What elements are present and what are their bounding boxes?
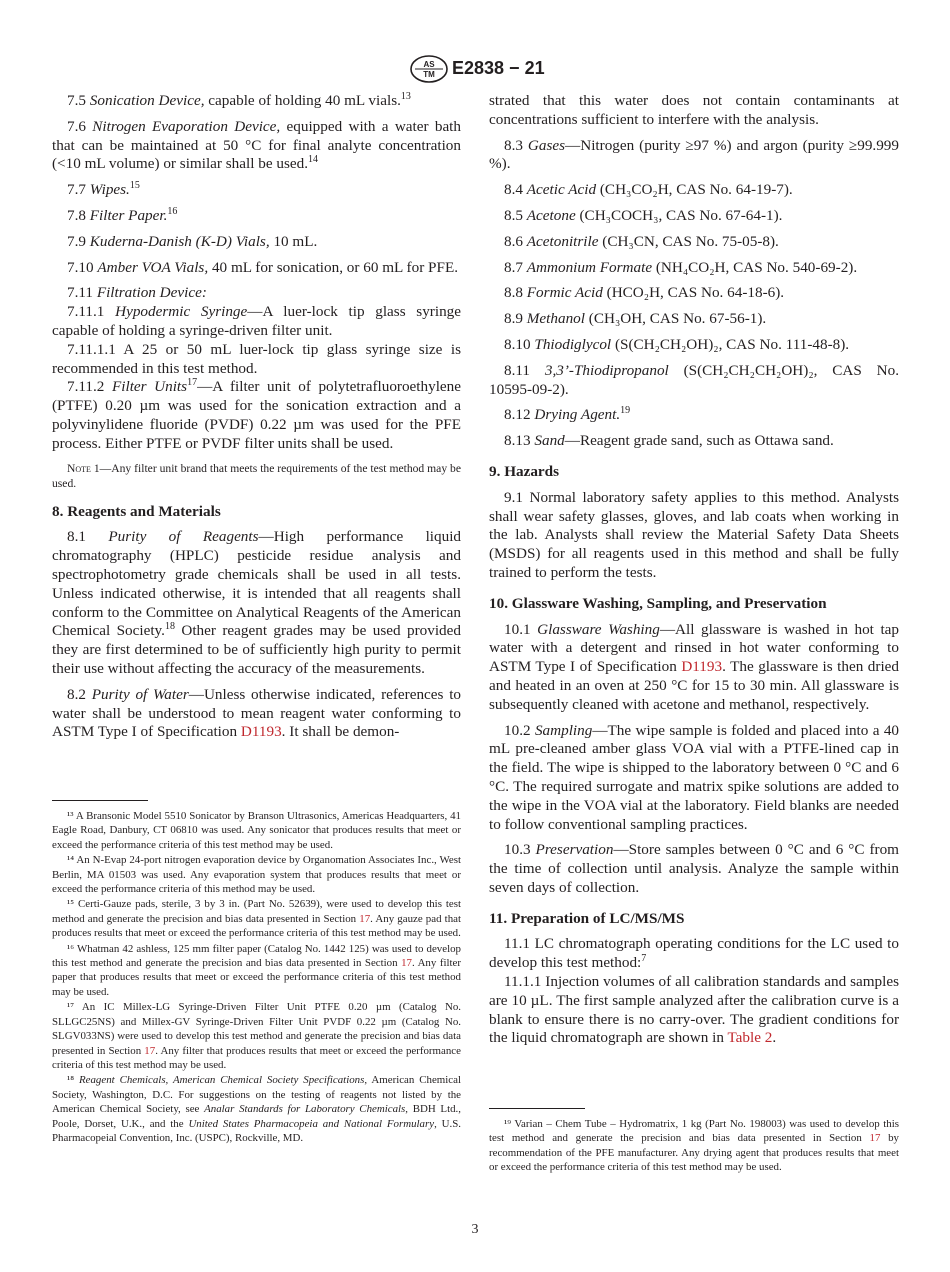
para-8-2-continued: strated that this water does not contain contaminants at concentrations sufficient to interfere with the analysis. (489, 92, 899, 128)
section-9-heading: 9. Hazards (489, 462, 560, 480)
link-section-17[interactable]: 17 (869, 1132, 881, 1145)
para-8-7: 8.7 Ammonium Formate (NH₄CO₂H, CAS No. 540-69-2). (504, 258, 858, 276)
svg-text:TM: TM (423, 70, 435, 79)
document-id: E2838 − 21 (452, 58, 545, 78)
para-11-1-1: 11.1.1 Injection volumes of all calibration standards and samples are 10 µL. The first sample analyzed after the calibration curve is a blank to ensure there is no carry-over. The gradient conditions for the liquid chromatograph are shown in Table 2. (489, 973, 899, 1047)
para-7-10: 7.10 Amber VOA Vials, 40 mL for sonication, or 60 mL for PFE. (67, 258, 459, 276)
para-8-6: 8.6 Acetonitrile (CH₃CN, CAS No. 75-05-8). (504, 232, 779, 250)
link-table-2[interactable]: Table 2 (727, 1029, 773, 1047)
right-column (489, 92, 899, 1055)
footnote-rule (489, 1108, 585, 1109)
para-8-5: 8.5 Acetone (CH₃COCH₃, CAS No. 67-64-1). (504, 206, 783, 224)
footnote-16: ¹⁶ Whatman 42 ashless, 125 mm filter paper (Catalog No. 1442 125) was used to develop this test method and generate the precision and bias data presented in Section 17. Any filter paper that produces results that meet or exceed the performance criteria of this test method may be used. (52, 942, 461, 998)
para-8-8: 8.8 Formic Acid (HCO₂H, CAS No. 64-18-6). (504, 284, 785, 302)
link-d1193[interactable]: D1193 (681, 658, 723, 676)
para-8-9: 8.9 Methanol (CH₃OH, CAS No. 67-56-1). (504, 310, 767, 328)
link-section-17[interactable]: 17 (144, 1044, 156, 1057)
footnote-14: ¹⁴ An N-Evap 24-port nitrogen evaporation device by Organomation Associates Inc., West Berlin, MA 01503 was used. Any evaporation system that produces results that meet or exceed the performance criteria of this method may be used. (52, 854, 461, 896)
para-9-1: 9.1 Normal laboratory safety applies to this method. Analysts shall wear safety glasses, gloves, and lab coats when working in the lab. Analysts shall review the Material Safety Data Sheets (MSDS) for all reagents used in this method and shall be fully trained to perform the tests. (489, 488, 899, 581)
para-8-2: 8.2 Purity of Water—Unless otherwise indicated, references to water shall be understood to mean reagent water conforming to ASTM Type I of Specification D1193. It shall be demon- (52, 685, 462, 741)
footnotes-left (52, 800, 461, 1146)
para-10-1: 10.1 Glassware Washing—All glassware is washed in hot tap water with a detergent and rinsed in hot water conforming to ASTM Type I of Specification D1193. The glassware is then dried and heated in an oven at 250 °C for 15 to 30 min. All glassware is subsequently cleaned with acetone and methanol, respectively. (489, 620, 899, 713)
para-8-4: 8.4 Acetic Acid (CH₃CO₂H, CAS No. 64-19-7). (504, 181, 793, 199)
para-8-11: 8.11 3,3’-Thiodipropanol (S(CH₂CH₂CH₂OH)₂, CAS No. 10595-09-2). (489, 361, 900, 398)
para-8-1: 8.1 Purity of Reagents—High performance liquid chromatography (HPLC) pesticide residue analysis and spectrophotometry grade chemicals shall be used in all tests. Unless indicated otherwise, it is intended that all reagents shall conform to the Committee on Analytical Reagents of the American Chemical Society.$^{18}$ Other reagent grades may be used provided they are first determined to be of sufficiently high purity to permit their use without affecting the accuracy of the measurements. (52, 528, 462, 677)
page-header (0, 55, 950, 85)
link-section-17[interactable]: 17 (401, 957, 412, 970)
astm-logo (409, 55, 449, 83)
para-8-3: 8.3 Gases—Nitrogen (purity ≥97 %) and argon (purity ≥99.999 %). (489, 136, 899, 173)
para-10-3: 10.3 Preservation—Store samples between 0 °C and 6 °C from the time of collection until analysis. Analyze the sample within seven days of collection. (489, 841, 899, 896)
footnote-13: ¹³ A Bransonic Model 5510 Sonicator by Branson Ultrasonics, Americas Headquarters, 41 Eagle Road, Danbury, CT 06810 was used. Any sonicator that produces results that meet or exceed the performance criteria of this test method may be used. (52, 810, 461, 851)
para-7-5: 7.5 Sonication Device, capable of holding 40 mL vials.$^{13}$ (67, 90, 411, 109)
footnote-19: ¹⁹ Varian – Chem Tube – Hydromatrix, 1 kg (Part No. 198003) was used to develop this test method and generate the precision and bias data presented in Section 17 by recommendation of the PFE manufacturer. Any drying agent that produces results that meet or exceed the performance criteria of this test method may be used. (489, 1118, 899, 1174)
section-11-heading: 11. Preparation of LC/MS/MS (489, 909, 685, 927)
para-7-11-2: 7.11.2 Filter Units$^{17}$—A filter unit of polytetrafluoroethylene (PTFE) 0.20 µm was used for the sonication extraction and a polyvinylidene fluoride (PVDF) 0.22 µm was used for the PFE process. Either PTFE or PVDF filter units shall be used. (52, 377, 462, 452)
para-10-2: 10.2 Sampling—The wipe sample is folded and placed into a 40 mL pre-cleaned amber glass VOA vial with a PTFE-lined cap in the field. The wipe is shipped to the laboratory between 0 °C and 6 °C. The required surrogate and matrix spike solutions are added to the wipe in the VOA vial at the laboratory. Field blanks are needed to follow conventional sampling practices. (489, 721, 900, 833)
page-number: 3 (471, 1222, 479, 1237)
note-1: Note 1—Any filter unit brand that meets the requirements of the test method may be used. (52, 461, 461, 490)
para-8-13: 8.13 Sand—Reagent grade sand, such as Ottawa sand. (504, 432, 834, 450)
para-7-11-1-1: 7.11.1.1 A 25 or 50 mL luer-lock tip glass syringe size is recommended in this test method. (52, 340, 461, 377)
para-7-7: 7.7 Wipes.$^{15}$ (67, 180, 140, 199)
section-10-heading: 10. Glassware Washing, Sampling, and Preservation (489, 594, 827, 612)
para-7-11-1: 7.11.1 Hypodermic Syringe—A luer-lock tip glass syringe capable of holding a syringe-driven filter unit. (52, 303, 462, 339)
footnote-17: ¹⁷ An IC Millex-LG Syringe-Driven Filter Unit PTFE 0.20 µm (Catalog No. SLLGC25NS) and Millex-GV Syringe-Driven Filter Unit PVDF 0.22 µm (Catalog No. SLGV033NS) were used to develop this test method and generate the precision and bias data presented in Section 17. Any filter that produces results that meet or exceed the performance criteria of this test method may be used. (52, 1001, 461, 1071)
para-7-11: 7.11 Filtration Device: (67, 284, 207, 302)
section-8-heading: 8. Reagents and Materials (52, 502, 221, 520)
para-7-6: 7.6 Nitrogen Evaporation Device, equipped with a water bath that can be maintained at 50 °C for final analyte concentration (<10 mL volume) or similar shall be used.$^{14}$ (52, 117, 461, 173)
footnote-rule (52, 800, 148, 801)
link-d1193[interactable]: D1193 (240, 723, 282, 741)
para-8-10: 8.10 Thiodiglycol (S(CH₂CH₂OH)₂, CAS No. 111-48-8). (504, 335, 850, 353)
para-11-1: 11.1 LC chromatograph operating conditions for the LC used to develop this test method:$^7$ (489, 935, 899, 972)
svg-text:AS: AS (423, 60, 435, 69)
para-7-8: 7.8 Filter Paper.$^{16}$ (67, 205, 178, 224)
left-column (52, 92, 461, 749)
para-8-12: 8.12 Drying Agent.$^{19}$ (504, 405, 631, 424)
para-7-9: 7.9 Kuderna-Danish (K-D) Vials, 10 mL. (67, 232, 318, 250)
link-section-17[interactable]: 17 (359, 912, 371, 925)
footnote-18: ¹⁸ Reagent Chemicals, American Chemical Society Specifications, American Chemical Society, Washington, D.C. For suggestions on the testing of reagents not listed by the American Chemical Society, see Analar Standards for Laboratory Chemicals, BDH Ltd., Poole, Dorset, U.K., and the United States Pharmacopeia and National Formulary, U.S. Pharmacopeial Convention, Inc. (USPC), Rockville, MD. (52, 1074, 462, 1144)
footnotes-right (489, 1108, 899, 1176)
footnote-15: ¹⁵ Certi-Gauze pads, sterile, 3 by 3 in. (Part No. 52639), were used to develop this test method and generate the precision and bias data presented in Section 17. Any gauze pad that produces results that meet or exceed the performance criteria of this test method may be used. (52, 898, 462, 940)
